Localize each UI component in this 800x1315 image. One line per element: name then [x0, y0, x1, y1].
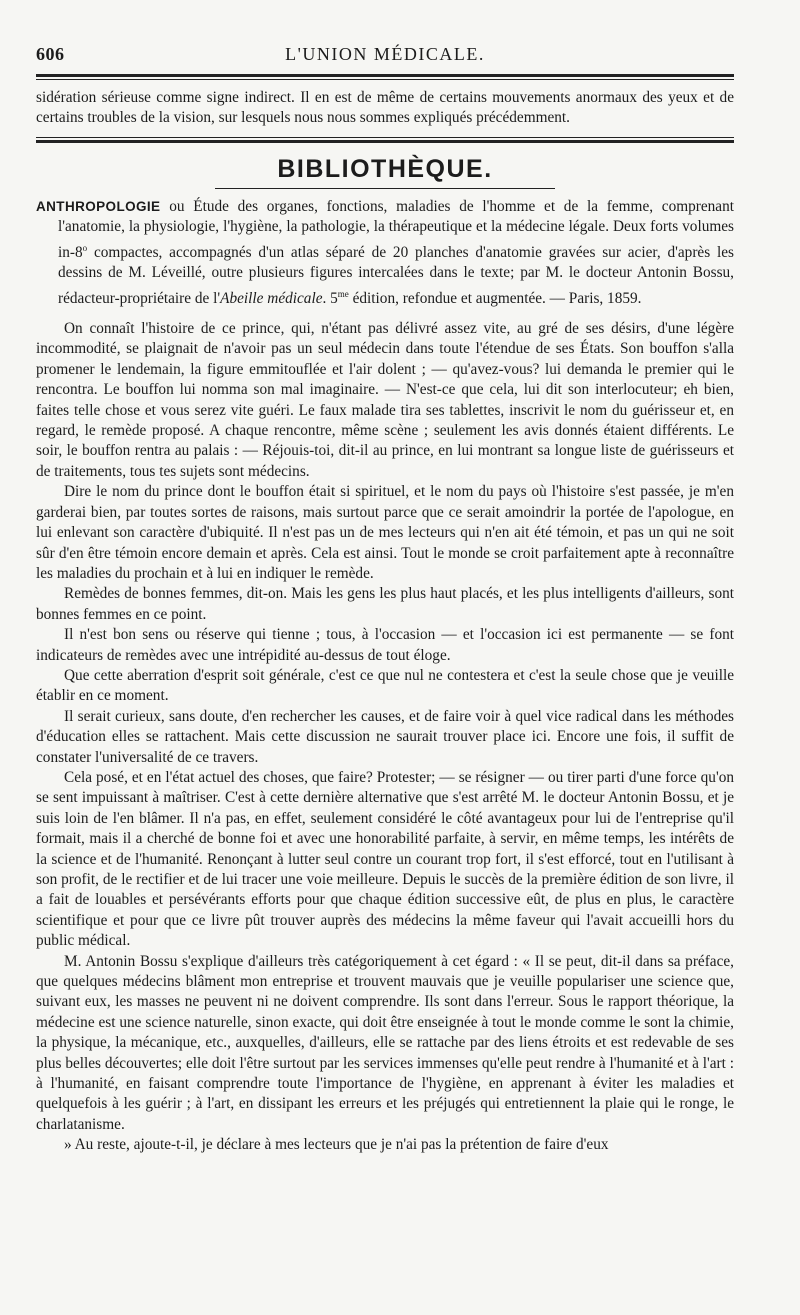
entry-journal-name: Abeille médicale: [220, 289, 323, 307]
entry-edition-sup: me: [337, 288, 349, 299]
entry-text-2: compactes, accompagnés d'un atlas séparé de 20 planches d'anatomie gravées sur acier, d'après les dessins de M. Léveillé, outre plusieurs figures intercalées dans le texte; par M. le docteur Antonin Bossu, rédacteur-propriétaire de l': [58, 243, 734, 307]
section-heading: [36, 155, 734, 184]
entry-format-mark: o: [82, 242, 88, 253]
running-head: [36, 44, 734, 74]
header-rules: [36, 74, 734, 80]
body-paragraph: M. Antonin Bossu s'explique d'ailleurs très catégoriquement à cet égard : « Il se peut, dit-il dans sa préface, que quelques médecins blâment mon entreprise et trouvent mauvais que je veuille populariser une science que, suivant eux, les masses ne peuvent ni ne doivent comprendre. Ils sont dans l'erreur. Sous le rapport théorique, la médecine est une science naturelle, sinon exacte, qui doit être enseignée à tout le monde comme le sont la chimie, la physique, la mécanique, etc., auxquelles, d'ailleurs, elle se rattache par des liens étroits et est redevable de ses plus belles découvertes; elle doit l'être surtout par les services immenses qu'elle peut rendre à l'humanité et à l'art : à l'humanité, en faisant comprendre toute l'importance de l'hygiène, en apprenant à éviter les maladies et quelquefois à les guérir ; à l'art, en dissipant les erreurs et les préjugés qui entretiennent la plaie qui le ronge, le charlatanisme.: [36, 952, 734, 1133]
page-number: 606: [36, 44, 65, 64]
body-paragraph: Cela posé, et en l'état actuel des choses, que faire? Protester; — se résigner — ou tirer parti d'une force qu'on se sent impuissant à maîtriser. C'est à cette dernière alternative que s'est arrêté M. le docteur Antonin Bossu, et je suis loin de l'en blâmer. Il n'a pas, en effet, seulement considéré le côté avantageux pour lui de l'entreprise qu'il formait, mais il a cherché de bonne foi et avec une honorabilité parfaite, à servir, en même temps, les intérêts de la science et de l'humanité. Renonçant à lutter seul contre un courant trop fort, il s'est efforcé, tout en l'utilisant à son profit, de le rectifier et de lui tracer une voie meilleure. Depuis le succès de la première édition de son livre, il a fait de louables et persévérants efforts pour que chaque édition successive eût, de plus en plus, le caractère scientifique et pour que ce livre pût trouver auprès des médecins la même faveur qui l'avait accueilli hors du public médical.: [36, 768, 734, 950]
journal-title: L'UNION MÉDICALE.: [285, 44, 485, 64]
article-body: [36, 319, 734, 1156]
body-paragraph: Il n'est bon sens ou réserve qui tienne ; tous, à l'occasion — et l'occasion ici est permanente — se font indicateurs de remèdes avec une intrépidité au-dessus de tout éloge.: [36, 626, 734, 664]
section-title-rule: [215, 188, 555, 189]
entry-keyword: ANTHROPOLOGIE: [36, 198, 161, 214]
body-paragraph: Que cette aberration d'esprit soit générale, c'est ce que nul ne contestera et c'est la seule chose que je veuille établir en ce moment.: [36, 666, 734, 705]
review-entry: [36, 197, 734, 309]
body-paragraph: Dire le nom du prince dont le bouffon était si spirituel, et le nom du pays où l'histoire s'est passée, je m'en garderai bien, par toutes sortes de raisons, mais surtout parce que ce serait amoindrir la portée de l'apologue, en lui enlevant son caractère d'ubiquité. Il n'est pas un de mes lecteurs qui n'en ait été témoin, et pas un qui ne soit sûr d'en être témoin encore demain et après. Cela est ainsi. Tout le monde se croit parfaitement apte à reconnaître les maladies du prochain et à lui en indiquer le remède.: [36, 483, 734, 582]
section-title: BIBLIOTHÈQUE.: [277, 154, 493, 183]
body-paragraph: Remèdes de bonnes femmes, dit-on. Mais les gens les plus haut placés, et les plus intelligents d'ailleurs, sont bonnes femmes en ce point.: [36, 585, 734, 623]
entry-text-4: édition, refondue et augmentée. — Paris, 1859.: [348, 289, 642, 307]
opening-paragraph: sidération sérieuse comme signe indirect. Il en est de même de certains mouvements anormaux des yeux et de certains troubles de la vision, sur lesquels nous nous sommes expliqués précédemment.: [36, 89, 734, 127]
body-paragraph: Il serait curieux, sans doute, d'en rechercher les causes, et de faire voir à quel vice radical dans les méthodes d'éducation elles se rattachent. Mais cette discussion ne saurait trouver place ici. Encore une fois, il suffit de constater l'universalité de ce travers.: [36, 707, 734, 766]
entry-text-3: . 5: [322, 289, 338, 307]
section-rule-top: [36, 137, 734, 138]
section-rule-thick: [36, 140, 734, 143]
body-paragraph: On connaît l'histoire de ce prince, qui, n'étant pas délivré assez vite, au gré de ses désirs, d'une légère incommodité, se plaignait de n'avoir pas un seul médecin dans toute l'étendue de ses États. Son bouffon s'alla promener le lendemain, la figure emmitouflée et l'air dolent ; — qu'avez-vous? lui demanda le premier qui le rencontra. Le bouffon lui nomma son mal imaginaire. — N'est-ce que cela, lui dit son interlocuteur; eh bien, faites telle chose et vous serez vite guéri. Le faux malade tira ses tablettes, inscrivit le nom du guérisseur et, en regard, le remède proposé. A chaque rencontre, même scène ; seulement les avis donnés étaient différents. Le soir, le bouffon rentra au palais : — Réjouis-toi, dit-il au prince, en lui montrant sa longue liste de guérisseurs et de traitements, tous tes sujets sont médecins.: [36, 320, 734, 480]
entry-text-1: ou Étude des organes, fonctions, maladies de l'homme et de la femme, comprenant l'anatomie, la physiologie, l'hygiène, la pathologie, la thérapeutique et la médecine légale. Deux forts volumes in-8: [58, 197, 734, 261]
header-rule-thick: [36, 74, 734, 77]
body-paragraph: » Au reste, ajoute-t-il, je déclare à mes lecteurs que je n'ai pas la prétention de faire d'eux: [64, 1136, 609, 1154]
header-rule-thin: [36, 79, 734, 80]
section-divider: [36, 137, 734, 143]
